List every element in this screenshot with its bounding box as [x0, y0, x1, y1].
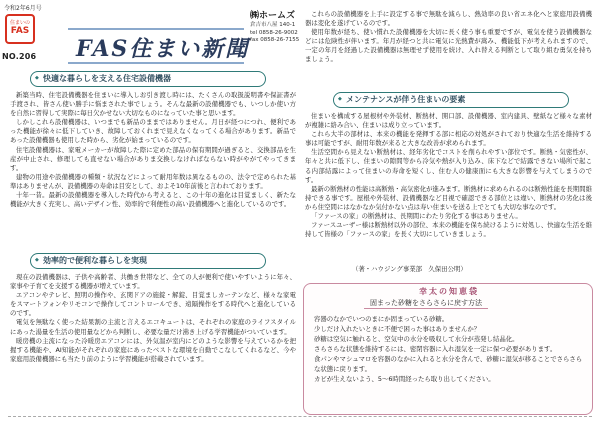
- paragraph: 十年一昔。最新の設備機器を導入した時代から考えると、この十年の進化は目覚ましく、新たな機能が大きく充実し、高いデザイン性、効率的で利便性の高い設備機器へと進化しているのです。: [10, 191, 296, 209]
- address-line: 倉吉市八屋 140-1: [250, 22, 296, 28]
- section-heading-equipment: ◆ 快適な暮らしを支える住宅設備機器: [30, 71, 266, 87]
- fas-logo: [5, 14, 35, 44]
- paragraph: しかしこれら設備機器は、いつまでも新品のままではありません。月日が経つにつれ、便利であった機能が徐々に低下していき、故障しておくれまで見えなくなってくる場合があります。新品であった設備機器も使用した時から、劣化が始まっているのです。: [10, 118, 296, 145]
- wisdom-body: [314, 314, 586, 384]
- paragraph: 使用年数が経ち、使い慣れた設備機器を大切に長く使う事も重要ですが、電気を使う設備機器などには危険性が伴います。年月が経つと共に電気に光熱費が嵩み、機能低下が考えられますので、一定の年月を経過した設備機器は無理せず使用を続け、入れ替える判断として取り組む勇気を持ちましょう。: [305, 28, 592, 64]
- right-column-upper: [305, 10, 592, 65]
- paragraph: 住まいを構成する屋根材や外装材、断熱材、開口部、設備機器、室内建具、壁紙など様々な素材が複雑に絡み合い、住まいは成り立っています。: [305, 112, 592, 130]
- paragraph: 暖房機の主流になった冷暖房エアコンには、外気温が室内にどのような影響を与えているかを把握する機能や、AI知能がそれぞれの家庭にあったベストな環境を自動でこなしてくれるなど、今や家庭用設備機器にも当たり前のように学習機能が搭載されています。: [10, 336, 296, 363]
- fax-line: fax 0858-26-7155: [250, 37, 300, 43]
- wisdom-line: 容器のなかでいつのまにか固まっている砂糖。: [314, 315, 449, 323]
- company-address: [250, 22, 299, 45]
- paragraph: エアコンやテレビ、照明の操作や、玄関ドアの施錠・解錠、目覚ましカーテンなど、様々な家電をスマートフォンやリモコンで操作してコントロールでき、遠隔操作をする時代へと進化しているのです。: [10, 291, 296, 318]
- logo-text: FAS: [10, 26, 30, 36]
- wisdom-box: [303, 283, 593, 415]
- section-heading-convenience: ◆ 効率的で便利な暮らしを実現: [30, 253, 266, 269]
- issue-number: NO.206: [2, 52, 37, 61]
- wisdom-line: 砂糖は空気に触れると、空気中の水分を吸収して水分が蒸発し結晶化。: [314, 335, 519, 343]
- wisdom-title: 幸太の知恵袋: [419, 287, 479, 296]
- wisdom-subtitle: 固まった砂糖をさらさらに戻す方法: [364, 298, 488, 309]
- left-column-upper: [10, 91, 296, 209]
- issue-date: 令和2年6月号: [4, 5, 42, 12]
- paragraph: 「ファースの家」の断熱材は、長期間にわたり劣化する事はありません。: [311, 212, 522, 221]
- footer-divider: [8, 416, 592, 417]
- paragraph: 住宅設備機器は、家電メーカーが故障した際に定めた部品の保有期間が過ぎると、交換部品を生産が中止され、修理しても直せない場合がありま交換しなければならない時がやがてやってきます。: [10, 145, 296, 172]
- paragraph: 電気を無駄なく使った結果割の主流と言えるエコキュートは、それぞれの家庭のライフスタイルにあった湯量を生活の使用量などから判断し、必要な量だけ沸き上げる学習機能がついています。: [10, 318, 296, 336]
- newsletter-title: FAS住まい新聞: [76, 36, 250, 62]
- paragraph: これら大半の部材は、本来の機能を発揮する部に相応の対処がされており快適な生活を維持する事は可能ですが、耐用年数が来ると大きな改善が求められます。: [305, 130, 592, 148]
- wisdom-line: 食パンやマシュマロを容器のなかに入れると水分を含んで、砂糖に湿気が移ることでさらさらな状態に戻ります。: [314, 355, 583, 373]
- left-column-lower: [10, 273, 296, 364]
- wisdom-line: カビが生えないよう、5〜6時間経ったら取り出してください。: [314, 375, 495, 383]
- paragraph: これらの設備機器を上手に設定する事で無駄を減らし、熱効率の良い省エネ化へと家庭用設備機器は変化を遂げているのです。: [305, 10, 592, 28]
- paragraph: 建物の用途や設備機器の種類・状況などによって耐用年数は異なるものの、法令で定められた基準はありませんが、設備機器の寿命は目安として、およそ10年前後と言われております。: [10, 172, 296, 190]
- wisdom-line: 少しだけ入れたいときに不便で困った事はありませんか？: [314, 325, 481, 333]
- wisdom-line: さらさらな状態を維持するには、密閉容器に入れ湿気を一定に保つ必要があります。: [314, 345, 557, 353]
- paragraph: ファースユーザー様は断熱材以外の部位、本来の機能を保ち続けるように対処し、快適な生活を維持して皆様の「ファースの家」を長く大切にしていきましょう。: [305, 221, 592, 239]
- paragraph: 新築当時、住宅設備機器を住まいに導入しお引き渡し時には、たくさんの取扱説明書や保証書が手渡され、皆さん使い勝手に悩まされた事でしょう。そんな最新の設備機器でも、いつしか使い方を自然に習得して実際に毎日欠かせない大切なものになっていた事と思います。: [10, 91, 296, 118]
- paragraph: 生活空間から見えない断熱材は、経年劣化でコストを削られやすい部位です。断熱・気密性が、年々と共に低下し、住まいの隙間等から冷気や熱が入り込み、床下などで結露できない場所で起こる内部結露によって住まいの寿命を短くし、住む人の健康面にも大きな影響を与えてしまうのです。: [305, 148, 592, 184]
- author-credit: （著・ハウジング事業部 久保田公明）: [352, 265, 467, 273]
- masthead: [68, 28, 250, 64]
- company-name: ㈱ホームズ: [250, 11, 296, 21]
- section-heading-maintenance: ◆ メンテナンスが伴う住まいの要素: [333, 92, 569, 108]
- right-column-lower: [305, 112, 592, 239]
- logo-prefix: 住まいの: [9, 20, 30, 26]
- tel-line: tel 0858-26-9002: [250, 29, 298, 36]
- paragraph: 最新の断熱材の性能は高断熱・高気密化が進みます。断熱材に求められるのは断熱性能を長期間維持できる事です。屋根や外装材、設備機器など目視で確認できる部位とは違い、断熱材の劣化は後から住空間にはなかなか気付かない点は寿い住まいを送る上でとても大切な事なのです。: [305, 184, 592, 211]
- paragraph: 現在の設備機器は、子供や高齢者、共働き世帯など、全ての人が便利で使いやすいように年々、家事や子育てを支援する機器が増えています。: [10, 273, 296, 291]
